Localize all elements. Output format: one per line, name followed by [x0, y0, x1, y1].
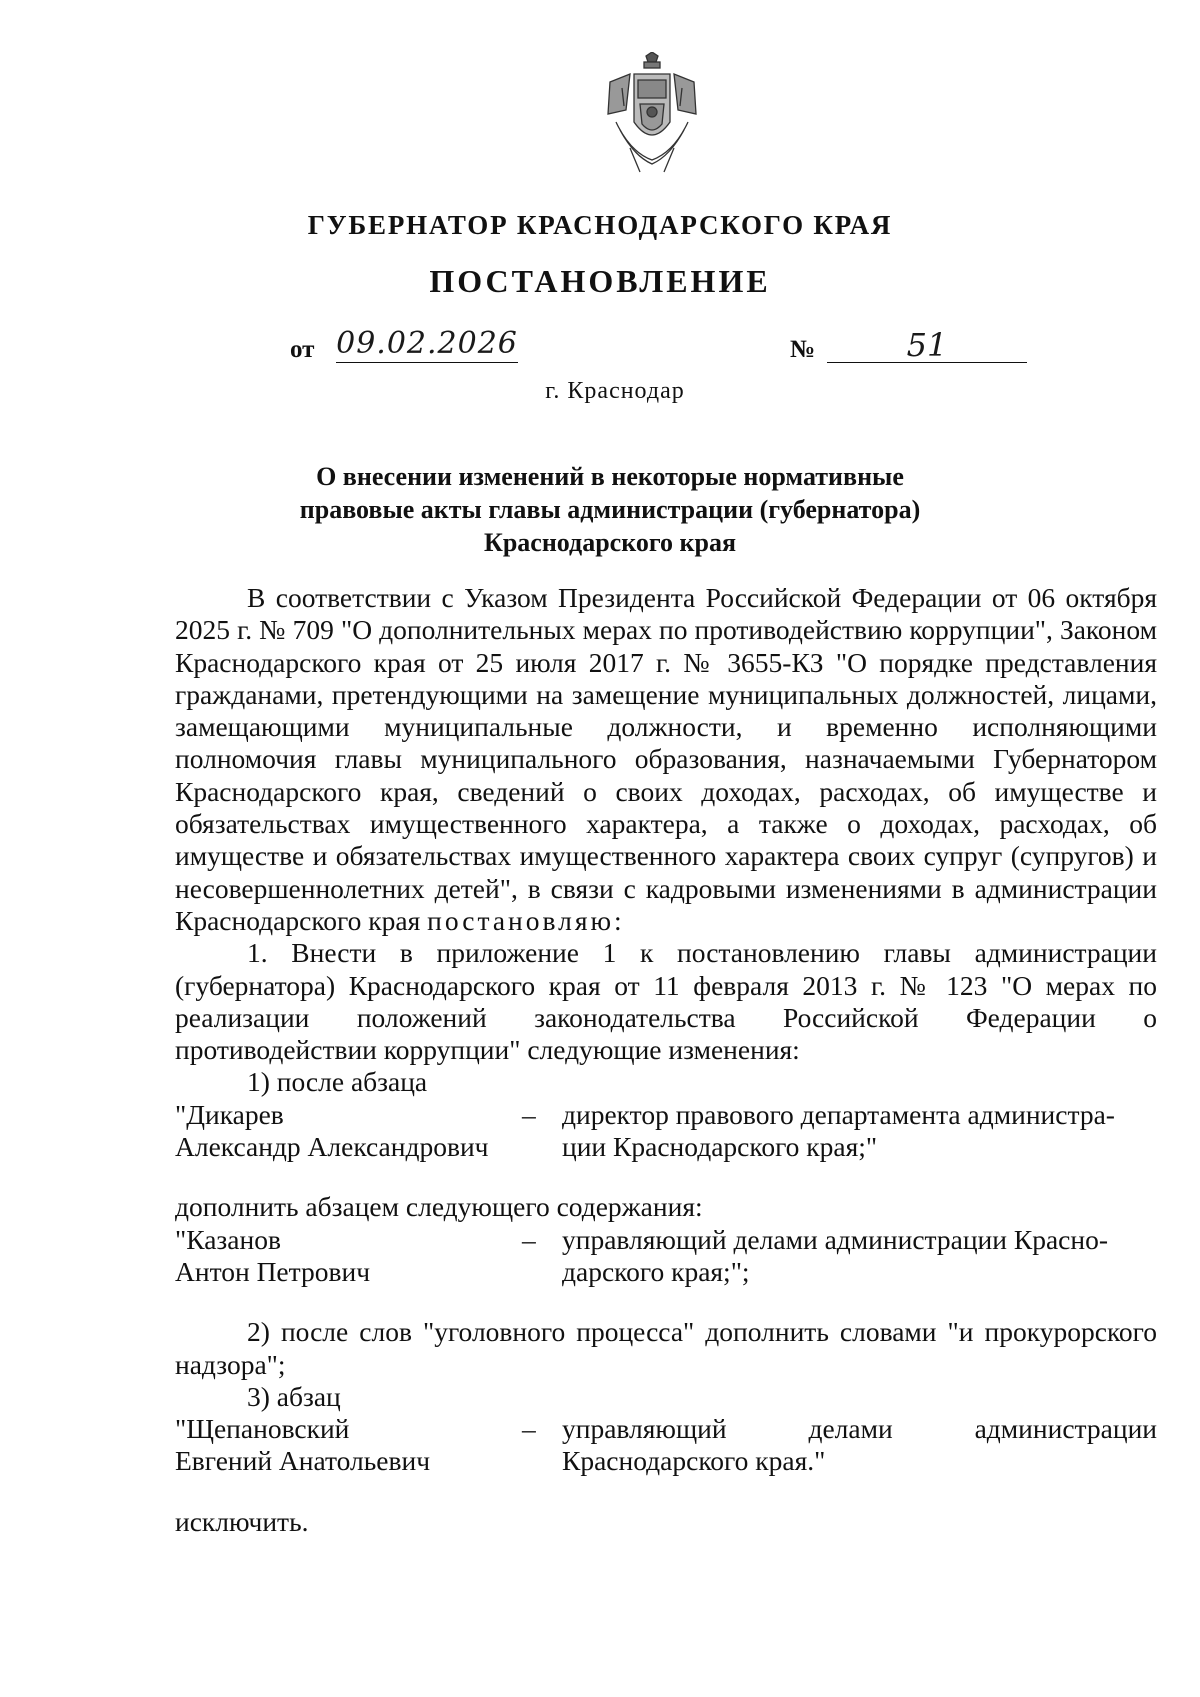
entry-position: Краснодарского края." — [562, 1445, 826, 1477]
resolve-word: постановляю: — [427, 904, 625, 936]
item-1: 1. Внести в приложение 1 к постановлению главы администрации (губернатора) Краснодарского края от 11 февраля 2013 г. № 123 "О мерах по реализации положений законодательства Российской Федерации о противодействии коррупции" следующие изменения: — [175, 937, 1157, 1066]
number-label: № — [790, 336, 816, 363]
subitem-3-end: исключить. — [175, 1505, 309, 1537]
entry-position: директор правового департамента администра- — [562, 1098, 1115, 1130]
title-line: Краснодарского края — [483, 528, 737, 557]
entry-name: "Казанов — [175, 1223, 281, 1255]
city: г. Краснодар — [545, 378, 685, 404]
subitem-2: 2) после слов "уголовного процесса" дополнить словами "и прокурорского надзора"; — [175, 1316, 1157, 1380]
entry-dash: – — [522, 1223, 536, 1255]
handwritten-number: 51 — [827, 326, 1027, 363]
entry-name: Евгений Анатольевич — [175, 1445, 431, 1477]
entry-position: дарского края;"; — [562, 1255, 750, 1287]
entry-position: управляющий делами администрации Красно- — [562, 1223, 1108, 1255]
entry-2 — [175, 1224, 1157, 1289]
subitem-3-intro: 3) абзац — [247, 1380, 341, 1412]
entry-dash: – — [522, 1098, 536, 1130]
preamble — [175, 582, 1157, 937]
title-line: правовые акты главы администрации (губернатора) — [299, 495, 921, 524]
handwritten-date: 09.02.2026 — [336, 326, 518, 361]
subitem-1-intro: 1) после абзаца — [247, 1066, 428, 1098]
entry-name: Антон Петрович — [175, 1255, 371, 1287]
entry-3 — [175, 1413, 1157, 1478]
issuing-authority: ГУБЕРНАТОР КРАСНОДАРСКОГО КРАЯ — [307, 210, 893, 240]
entry-dash: – — [522, 1413, 536, 1445]
preamble-text: В соответствии с Указом Президента Российской Федерации от 06 октября 2025 г. № 709 "О дополнительных мерах по противодействию коррупции", Законом Краснодарского края от 25 июля 2017 г. № 3655-КЗ "О порядке представления гражданами, претендующими на замещение муниципальных должностей, лицами, замещающими муниципальные должности, и временно исполняющими полномочия главы муниципального образования, назначаемыми Губернатором Краснодарского края, сведений о своих доходах, расходах, об имуществе и обязательствах имущественного характера, а также о доходах, расходах, об имуществе и обязательствах имущественного характера своих супруг (супругов) и несовершеннолетних детей", в связи с кадровыми изменениями в администрации Краснодарского края — [175, 582, 1157, 936]
subitem-1-add: дополнить абзацем следующего содержания: — [175, 1191, 703, 1223]
date-label: от — [290, 336, 315, 363]
document-body — [175, 582, 1157, 1538]
entry-name: "Дикарев — [175, 1098, 284, 1130]
entry-position: ции Краснодарского края;" — [562, 1131, 878, 1163]
entry-position: управляющий делами администрации — [562, 1413, 1157, 1445]
entry-name: "Щепановский — [175, 1413, 350, 1445]
title-line: О внесении изменений в некоторые нормативные — [316, 462, 904, 491]
document-title — [160, 460, 1060, 559]
entry-name: Александр Александрович — [175, 1131, 489, 1163]
krasnodar-coat-of-arms-icon — [600, 52, 704, 176]
document-type: ПОСТАНОВЛЕНИЕ — [429, 263, 771, 299]
entry-1 — [175, 1099, 1157, 1164]
